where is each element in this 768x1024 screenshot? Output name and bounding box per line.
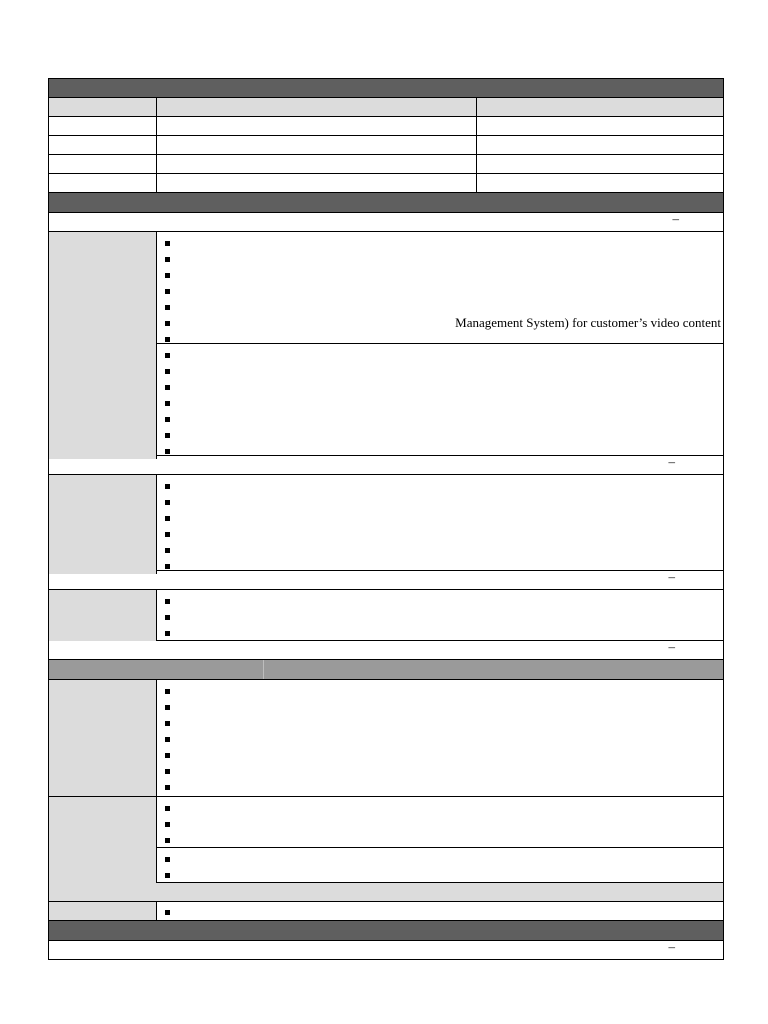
job-title-row: [49, 213, 723, 232]
bullet-icon: [165, 689, 170, 694]
list-item: [165, 867, 723, 883]
bullet-icon: [165, 822, 170, 827]
list-item: [165, 763, 723, 779]
info-header-row: [49, 98, 723, 117]
bullet-icon: [165, 564, 170, 569]
section-label-cell: [49, 848, 157, 883]
list-item: [165, 593, 723, 609]
list-item: [165, 427, 723, 443]
experience-bar: [49, 193, 723, 213]
bullet-icon: [165, 615, 170, 620]
list-item: [165, 526, 723, 542]
bullet-icon: [165, 753, 170, 758]
bullet-list: [157, 475, 723, 574]
bullet-icon: [165, 417, 170, 422]
bullet-icon: [165, 353, 170, 358]
job-title-row: [49, 641, 723, 660]
list-item-text: Management System) for customer’s video content: [455, 315, 721, 330]
section-label-cell: [49, 590, 157, 641]
responsibilities-section: [49, 232, 723, 344]
bullet-list: [157, 590, 723, 641]
bullet-list: [157, 344, 723, 459]
section-label-cell: [49, 680, 157, 796]
list-item: [165, 267, 723, 283]
bullet-icon: [165, 857, 170, 862]
responsibilities-section: [49, 590, 723, 641]
info-row: [49, 136, 723, 155]
list-item: [165, 609, 723, 625]
bullet-icon: [165, 532, 170, 537]
list-item: [165, 251, 723, 267]
list-item: [165, 283, 723, 299]
education-header-row: [49, 883, 723, 902]
list-item: [165, 347, 723, 363]
info-header-cell-3: [477, 98, 723, 116]
bullet-icon: [165, 838, 170, 843]
dash-mark: –: [668, 569, 675, 584]
bullet-icon: [165, 705, 170, 710]
bullet-icon: [165, 241, 170, 246]
bullet-icon: [165, 401, 170, 406]
subsection-bar: [49, 660, 723, 680]
list-item: [165, 411, 723, 427]
dash-mark: –: [668, 939, 675, 954]
bullet-icon: [165, 369, 170, 374]
bullet-list: [157, 797, 723, 848]
list-item: [165, 816, 723, 832]
list-item: [165, 625, 723, 641]
resume-table: [48, 78, 724, 960]
tools-section: [49, 797, 723, 848]
info-row: [49, 174, 723, 193]
dash-mark: –: [668, 639, 675, 654]
achievements-section: [49, 344, 723, 456]
bullet-icon: [165, 484, 170, 489]
list-item: [165, 683, 723, 699]
info-row: [49, 155, 723, 174]
bullet-icon: [165, 769, 170, 774]
education-section: [49, 902, 723, 921]
section-label-cell: [49, 232, 157, 347]
section-label-cell: [49, 902, 157, 920]
list-item: [165, 235, 723, 251]
list-item: [165, 299, 723, 315]
title-bar: [49, 78, 723, 98]
bullet-icon: [165, 321, 170, 326]
info-header-cell-2: [157, 98, 477, 116]
list-item: [165, 851, 723, 867]
list-item: [165, 715, 723, 731]
job-title-row: [49, 456, 723, 475]
bullet-icon: [165, 873, 170, 878]
list-item: [165, 747, 723, 763]
list-item: [165, 379, 723, 395]
bullet-list: [157, 232, 723, 347]
bullet-icon: [165, 273, 170, 278]
bullet-icon: [165, 599, 170, 604]
list-item: [165, 800, 723, 816]
list-item: [165, 699, 723, 715]
bullet-icon: [165, 806, 170, 811]
bullet-icon: [165, 385, 170, 390]
bullet-icon: [165, 785, 170, 790]
list-item: [165, 315, 723, 331]
bullet-list: [157, 680, 723, 796]
list-item: [165, 395, 723, 411]
info-row: [49, 117, 723, 136]
bullet-icon: [165, 500, 170, 505]
bullet-list: [157, 902, 723, 920]
bullet-icon: [165, 737, 170, 742]
bullet-icon: [165, 289, 170, 294]
info-header-cell-1: [49, 98, 157, 116]
list-item: [165, 779, 723, 795]
languages-section: [49, 848, 723, 883]
job-title-row: [49, 571, 723, 590]
bullet-icon: [165, 433, 170, 438]
dash-mark: –: [668, 454, 675, 469]
bullet-icon: [165, 910, 170, 915]
list-item: [165, 478, 723, 494]
footer-bar: [49, 921, 723, 941]
bullet-icon: [165, 721, 170, 726]
bullet-icon: [165, 337, 170, 342]
responsibilities-section: [49, 475, 723, 571]
list-item: [165, 510, 723, 526]
bullet-icon: [165, 548, 170, 553]
list-item: [165, 904, 723, 920]
list-item: [165, 832, 723, 848]
bullet-icon: [165, 631, 170, 636]
job-title-row: [49, 941, 723, 960]
dash-mark: –: [672, 211, 679, 226]
bullet-icon: [165, 516, 170, 521]
bullet-icon: [165, 305, 170, 310]
list-item: [165, 363, 723, 379]
section-label-cell: [49, 344, 157, 459]
section-label-cell: [49, 797, 157, 848]
bullet-icon: [165, 257, 170, 262]
bullet-list: [157, 848, 723, 883]
list-item: [165, 494, 723, 510]
bullet-icon: [165, 449, 170, 454]
list-item: [165, 542, 723, 558]
skills-section: [49, 680, 723, 797]
section-label-cell: [49, 475, 157, 574]
list-item: [165, 731, 723, 747]
